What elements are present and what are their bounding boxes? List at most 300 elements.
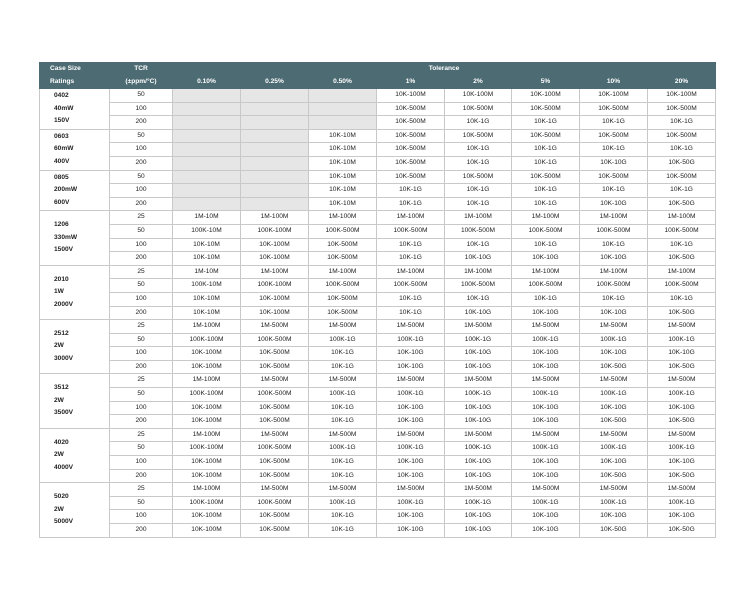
- range-cell: 100K-500M: [241, 496, 309, 510]
- case-case: 2512: [54, 329, 69, 337]
- range-cell: 10K-10G: [512, 524, 580, 538]
- table-row: [40, 524, 716, 538]
- range-cell: 1M-500M: [580, 428, 648, 442]
- table-row: [40, 238, 716, 252]
- range-cell: 100K-500M: [309, 279, 377, 293]
- range-cell: 10K-500M: [377, 170, 445, 184]
- tolerance-col-header: 10%: [580, 76, 648, 89]
- table-row: [40, 415, 716, 429]
- unavailable-cell: [173, 197, 241, 211]
- range-cell: 1M-100M: [512, 265, 580, 279]
- range-cell: 1M-500M: [309, 374, 377, 388]
- range-cell: 10K-500M: [580, 102, 648, 116]
- range-cell: 10K-1G: [309, 415, 377, 429]
- range-cell: 100K-1G: [309, 388, 377, 402]
- range-cell: 100K-100M: [173, 442, 241, 456]
- range-cell: 10K-1G: [580, 238, 648, 252]
- tcr-cell: 100: [110, 401, 173, 415]
- range-cell: 100K-1G: [648, 333, 716, 347]
- tolerance-col-header: 0.25%: [241, 76, 309, 89]
- range-cell: 10K-500M: [512, 170, 580, 184]
- range-cell: 100K-1G: [445, 496, 512, 510]
- range-cell: 10K-10G: [377, 510, 445, 524]
- range-cell: 10K-50G: [580, 469, 648, 483]
- range-cell: 100K-500M: [512, 224, 580, 238]
- tcr-cell: 100: [110, 102, 173, 116]
- range-cell: 10K-10M: [173, 306, 241, 320]
- range-cell: 10K-10G: [512, 510, 580, 524]
- range-cell: 10K-10G: [445, 252, 512, 266]
- unavailable-cell: [241, 129, 309, 143]
- range-cell: 1M-100M: [445, 265, 512, 279]
- range-cell: 10K-500M: [241, 469, 309, 483]
- range-cell: 10K-10M: [309, 170, 377, 184]
- table-row: [40, 156, 716, 170]
- range-cell: 100K-1G: [512, 333, 580, 347]
- case-size-cell: [40, 170, 110, 211]
- range-cell: 100K-100M: [241, 279, 309, 293]
- table-row: [40, 374, 716, 388]
- range-cell: 10K-10G: [580, 252, 648, 266]
- case-case: 5020: [54, 493, 69, 501]
- range-cell: 10K-10M: [173, 292, 241, 306]
- range-cell: 100K-1G: [648, 388, 716, 402]
- range-cell: 100K-1G: [377, 442, 445, 456]
- range-cell: 10K-10G: [512, 360, 580, 374]
- tcr-cell: 200: [110, 306, 173, 320]
- tcr-cell: 50: [110, 170, 173, 184]
- table-row: [40, 292, 716, 306]
- range-cell: 100K-1G: [445, 333, 512, 347]
- case-case: 0603: [54, 132, 69, 140]
- range-cell: 10K-100M: [241, 252, 309, 266]
- range-cell: 10K-500M: [445, 102, 512, 116]
- case-size-cell: [40, 265, 110, 319]
- range-cell: 100K-1G: [512, 496, 580, 510]
- range-cell: 100K-1G: [648, 442, 716, 456]
- range-cell: 100K-100M: [173, 333, 241, 347]
- range-cell: 1M-100M: [173, 320, 241, 334]
- unavailable-cell: [241, 143, 309, 157]
- case-case: 0402: [54, 92, 69, 99]
- range-cell: 10K-1G: [512, 184, 580, 198]
- range-cell: 10K-10G: [580, 156, 648, 170]
- table-row: [40, 510, 716, 524]
- range-cell: 1M-500M: [648, 428, 716, 442]
- range-cell: 100K-1G: [309, 442, 377, 456]
- range-cell: 10K-1G: [580, 292, 648, 306]
- range-cell: 10K-10G: [445, 347, 512, 361]
- range-cell: 100K-100M: [173, 388, 241, 402]
- range-cell: 10K-100M: [648, 89, 716, 103]
- case-voltage: 3000V: [54, 355, 74, 363]
- range-cell: 10K-1G: [377, 252, 445, 266]
- range-cell: 10K-50G: [648, 415, 716, 429]
- unavailable-cell: [309, 102, 377, 116]
- tcr-cell: 100: [110, 238, 173, 252]
- case-voltage: 600V: [54, 198, 70, 206]
- range-cell: 10K-10M: [309, 184, 377, 198]
- range-cell: 10K-1G: [648, 116, 716, 130]
- case-size-cell: [40, 211, 110, 265]
- tolerance-col-header: 1%: [377, 76, 445, 89]
- table-row: [40, 320, 716, 334]
- table-row: [40, 279, 716, 293]
- unavailable-cell: [173, 129, 241, 143]
- range-cell: 1M-500M: [512, 374, 580, 388]
- range-cell: 100K-500M: [377, 279, 445, 293]
- tolerance-col-header: 0.50%: [309, 76, 377, 89]
- range-cell: 10K-500M: [648, 102, 716, 116]
- range-cell: 1M-100M: [580, 265, 648, 279]
- range-cell: 100K-500M: [241, 333, 309, 347]
- range-cell: 10K-500M: [377, 116, 445, 130]
- range-cell: 100K-1G: [377, 333, 445, 347]
- range-cell: 10K-50G: [648, 306, 716, 320]
- unavailable-cell: [173, 170, 241, 184]
- range-cell: 10K-10M: [309, 197, 377, 211]
- range-cell: 100K-500M: [241, 388, 309, 402]
- table-row: [40, 456, 716, 470]
- ratings-header: Ratings: [40, 76, 110, 89]
- range-cell: 10K-500M: [241, 401, 309, 415]
- case-power: 200mW: [54, 186, 78, 194]
- range-cell: 1M-500M: [445, 428, 512, 442]
- range-cell: 10K-1G: [309, 347, 377, 361]
- range-cell: 1M-500M: [241, 374, 309, 388]
- range-cell: 10K-10G: [580, 401, 648, 415]
- tcr-cell: 25: [110, 428, 173, 442]
- range-cell: 1M-100M: [377, 265, 445, 279]
- tcr-cell: 25: [110, 211, 173, 225]
- case-power: 60mW: [54, 145, 74, 153]
- range-cell: 10K-1G: [445, 156, 512, 170]
- range-cell: 1M-500M: [580, 320, 648, 334]
- table-row: [40, 102, 716, 116]
- tcr-cell: 50: [110, 89, 173, 103]
- table-row: [40, 116, 716, 130]
- range-cell: 10K-10G: [445, 415, 512, 429]
- range-cell: 1M-100M: [173, 428, 241, 442]
- range-cell: 10K-100M: [173, 510, 241, 524]
- range-cell: 10K-1G: [648, 292, 716, 306]
- range-cell: 10K-1G: [512, 116, 580, 130]
- case-voltage: 400V: [54, 157, 70, 165]
- unavailable-cell: [173, 89, 241, 103]
- range-cell: 10K-500M: [512, 102, 580, 116]
- range-cell: 100K-500M: [445, 224, 512, 238]
- range-cell: 1M-500M: [241, 320, 309, 334]
- range-cell: 10K-1G: [377, 184, 445, 198]
- table-row: [40, 333, 716, 347]
- range-cell: 100K-1G: [580, 333, 648, 347]
- tcr-unit-header: (±ppm/°C): [110, 76, 173, 89]
- range-cell: 10K-10G: [512, 306, 580, 320]
- tcr-cell: 100: [110, 510, 173, 524]
- range-cell: 10K-10G: [377, 469, 445, 483]
- range-cell: 100K-500M: [648, 279, 716, 293]
- range-cell: 10K-1G: [309, 401, 377, 415]
- tcr-cell: 200: [110, 469, 173, 483]
- case-size-cell: [40, 89, 110, 130]
- case-power: 2W: [54, 342, 64, 350]
- range-cell: 100K-1G: [512, 442, 580, 456]
- range-cell: 10K-10G: [580, 197, 648, 211]
- tcr-cell: 50: [110, 496, 173, 510]
- range-cell: 10K-10G: [377, 347, 445, 361]
- range-cell: 100K-500M: [377, 224, 445, 238]
- unavailable-cell: [173, 156, 241, 170]
- case-voltage: 4000V: [54, 463, 74, 471]
- tcr-cell: 25: [110, 265, 173, 279]
- range-cell: 1M-500M: [445, 374, 512, 388]
- tcr-cell: 200: [110, 197, 173, 211]
- range-cell: 10K-50G: [580, 415, 648, 429]
- tcr-cell: 50: [110, 388, 173, 402]
- range-cell: 1M-500M: [445, 483, 512, 497]
- range-cell: 100K-500M: [648, 224, 716, 238]
- range-cell: 10K-50G: [648, 469, 716, 483]
- case-size-cell: [40, 374, 110, 428]
- range-cell: 100K-1G: [648, 496, 716, 510]
- range-cell: 1M-10M: [173, 211, 241, 225]
- range-cell: 10K-1G: [445, 116, 512, 130]
- range-cell: 10K-100M: [173, 415, 241, 429]
- range-cell: 10K-1G: [377, 306, 445, 320]
- range-cell: 10K-50G: [580, 524, 648, 538]
- range-cell: 10K-10G: [648, 456, 716, 470]
- range-cell: 10K-1G: [445, 292, 512, 306]
- tcr-cell: 25: [110, 374, 173, 388]
- range-cell: 100K-1G: [309, 333, 377, 347]
- case-case: 2010: [54, 275, 69, 283]
- range-cell: 1M-100M: [648, 211, 716, 225]
- range-cell: 10K-100M: [173, 524, 241, 538]
- case-size-cell: [40, 428, 110, 482]
- tolerance-header: Tolerance: [173, 63, 716, 76]
- tolerance-col-header: 5%: [512, 76, 580, 89]
- table-row: [40, 197, 716, 211]
- range-cell: 10K-500M: [580, 170, 648, 184]
- table-row: [40, 184, 716, 198]
- range-cell: 10K-500M: [648, 129, 716, 143]
- resistance-range-table: [39, 62, 716, 538]
- range-cell: 10K-50G: [648, 360, 716, 374]
- range-cell: 100K-1G: [580, 442, 648, 456]
- range-cell: 10K-10M: [309, 129, 377, 143]
- range-cell: 10K-500M: [241, 347, 309, 361]
- range-cell: 1M-100M: [377, 211, 445, 225]
- range-cell: 1M-500M: [512, 320, 580, 334]
- range-cell: 10K-1G: [445, 238, 512, 252]
- table-row: [40, 89, 716, 103]
- range-cell: 10K-500M: [377, 156, 445, 170]
- tcr-cell: 100: [110, 347, 173, 361]
- table-row: [40, 143, 716, 157]
- range-cell: 1M-500M: [580, 483, 648, 497]
- range-cell: 10K-100M: [173, 401, 241, 415]
- range-cell: 100K-1G: [377, 388, 445, 402]
- range-cell: 10K-1G: [512, 197, 580, 211]
- range-cell: 1M-500M: [241, 428, 309, 442]
- unavailable-cell: [241, 184, 309, 198]
- range-cell: 10K-1G: [512, 292, 580, 306]
- range-cell: 10K-100M: [173, 347, 241, 361]
- range-cell: 1M-100M: [241, 265, 309, 279]
- range-cell: 1M-500M: [309, 483, 377, 497]
- range-cell: 10K-500M: [309, 238, 377, 252]
- range-cell: 10K-10G: [512, 415, 580, 429]
- tcr-cell: 100: [110, 456, 173, 470]
- table-row: [40, 306, 716, 320]
- range-cell: 10K-500M: [309, 292, 377, 306]
- range-cell: 10K-10G: [377, 524, 445, 538]
- range-cell: 1M-100M: [309, 265, 377, 279]
- table-row: [40, 224, 716, 238]
- unavailable-cell: [173, 116, 241, 130]
- tcr-cell: 50: [110, 129, 173, 143]
- unavailable-cell: [173, 102, 241, 116]
- range-cell: 10K-500M: [377, 102, 445, 116]
- range-cell: 10K-1G: [512, 156, 580, 170]
- range-cell: 100K-10M: [173, 279, 241, 293]
- range-cell: 10K-500M: [648, 170, 716, 184]
- range-cell: 10K-1G: [309, 510, 377, 524]
- range-cell: 100K-500M: [241, 442, 309, 456]
- range-cell: 100K-1G: [309, 496, 377, 510]
- case-power: 1W: [54, 288, 64, 296]
- range-cell: 10K-50G: [648, 156, 716, 170]
- range-cell: 10K-500M: [309, 306, 377, 320]
- range-cell: 10K-500M: [241, 415, 309, 429]
- range-cell: 10K-1G: [580, 184, 648, 198]
- table-body: [40, 89, 716, 538]
- range-cell: 100K-1G: [445, 442, 512, 456]
- range-cell: 1M-100M: [173, 483, 241, 497]
- unavailable-cell: [241, 89, 309, 103]
- range-cell: 1M-100M: [648, 265, 716, 279]
- range-cell: 10K-10G: [512, 469, 580, 483]
- range-cell: 10K-1G: [445, 184, 512, 198]
- table-row: [40, 442, 716, 456]
- range-cell: 10K-1G: [648, 143, 716, 157]
- tcr-cell: 50: [110, 279, 173, 293]
- range-cell: 10K-10G: [580, 306, 648, 320]
- case-voltage: 5000V: [54, 518, 74, 526]
- table-row: [40, 265, 716, 279]
- range-cell: 10K-10G: [580, 456, 648, 470]
- range-cell: 100K-1G: [445, 388, 512, 402]
- range-cell: 100K-100M: [241, 224, 309, 238]
- range-cell: 1M-500M: [580, 374, 648, 388]
- range-cell: 10K-10G: [445, 456, 512, 470]
- range-cell: 10K-1G: [377, 238, 445, 252]
- range-cell: 10K-1G: [648, 238, 716, 252]
- case-size-header: Case Size: [40, 63, 110, 76]
- unavailable-cell: [173, 143, 241, 157]
- table-row: [40, 252, 716, 266]
- range-cell: 100K-10M: [173, 224, 241, 238]
- range-cell: 100K-500M: [580, 279, 648, 293]
- case-case: 1206: [54, 221, 69, 229]
- table-row: [40, 211, 716, 225]
- tcr-cell: 100: [110, 143, 173, 157]
- range-cell: 10K-100M: [580, 89, 648, 103]
- range-cell: 10K-500M: [377, 143, 445, 157]
- range-cell: 10K-100M: [173, 456, 241, 470]
- range-cell: 10K-100M: [173, 360, 241, 374]
- case-power: 2W: [54, 505, 64, 513]
- range-cell: 10K-100M: [241, 292, 309, 306]
- tcr-cell: 25: [110, 320, 173, 334]
- range-cell: 10K-100M: [445, 89, 512, 103]
- range-cell: 10K-1G: [580, 143, 648, 157]
- range-cell: 1M-500M: [377, 374, 445, 388]
- tolerance-col-header: 2%: [445, 76, 512, 89]
- case-case: 3512: [54, 384, 69, 392]
- range-cell: 10K-50G: [648, 252, 716, 266]
- case-power: 330mW: [54, 233, 78, 241]
- table-header: [40, 63, 716, 89]
- tolerance-col-header: 20%: [648, 76, 716, 89]
- range-cell: 10K-500M: [377, 129, 445, 143]
- table-row: [40, 347, 716, 361]
- table-row: [40, 401, 716, 415]
- case-power: 2W: [54, 451, 64, 459]
- table-row: [40, 170, 716, 184]
- case-power: 40mW: [54, 104, 74, 112]
- range-cell: 1M-500M: [377, 428, 445, 442]
- tcr-header: TCR: [110, 63, 173, 76]
- range-cell: 10K-10G: [512, 347, 580, 361]
- range-cell: 1M-500M: [512, 483, 580, 497]
- table-row: [40, 129, 716, 143]
- table-row: [40, 496, 716, 510]
- case-size-cell: [40, 129, 110, 170]
- range-cell: 1M-100M: [580, 211, 648, 225]
- range-cell: 100K-500M: [512, 279, 580, 293]
- case-voltage: 2000V: [54, 300, 74, 308]
- range-cell: 10K-1G: [445, 197, 512, 211]
- range-cell: 100K-1G: [580, 496, 648, 510]
- range-cell: 10K-10G: [580, 510, 648, 524]
- unavailable-cell: [241, 102, 309, 116]
- range-cell: 10K-10G: [445, 306, 512, 320]
- range-cell: 100K-500M: [580, 224, 648, 238]
- range-cell: 10K-500M: [445, 170, 512, 184]
- range-cell: 10K-10G: [445, 360, 512, 374]
- range-cell: 10K-1G: [512, 238, 580, 252]
- case-case: 0805: [54, 173, 69, 181]
- tcr-cell: 200: [110, 252, 173, 266]
- unavailable-cell: [241, 156, 309, 170]
- range-cell: 100K-1G: [512, 388, 580, 402]
- case-voltage: 1500V: [54, 246, 74, 254]
- range-cell: 10K-10G: [445, 510, 512, 524]
- range-cell: 10K-10M: [309, 156, 377, 170]
- case-size-cell: [40, 320, 110, 374]
- range-cell: 10K-1G: [580, 116, 648, 130]
- range-cell: 1M-500M: [241, 483, 309, 497]
- range-cell: 1M-500M: [648, 374, 716, 388]
- range-cell: 10K-100M: [512, 89, 580, 103]
- tcr-cell: 100: [110, 184, 173, 198]
- range-cell: 10K-1G: [377, 292, 445, 306]
- range-cell: 10K-10G: [648, 401, 716, 415]
- range-cell: 10K-100M: [241, 238, 309, 252]
- unavailable-cell: [309, 116, 377, 130]
- range-cell: 1M-500M: [377, 320, 445, 334]
